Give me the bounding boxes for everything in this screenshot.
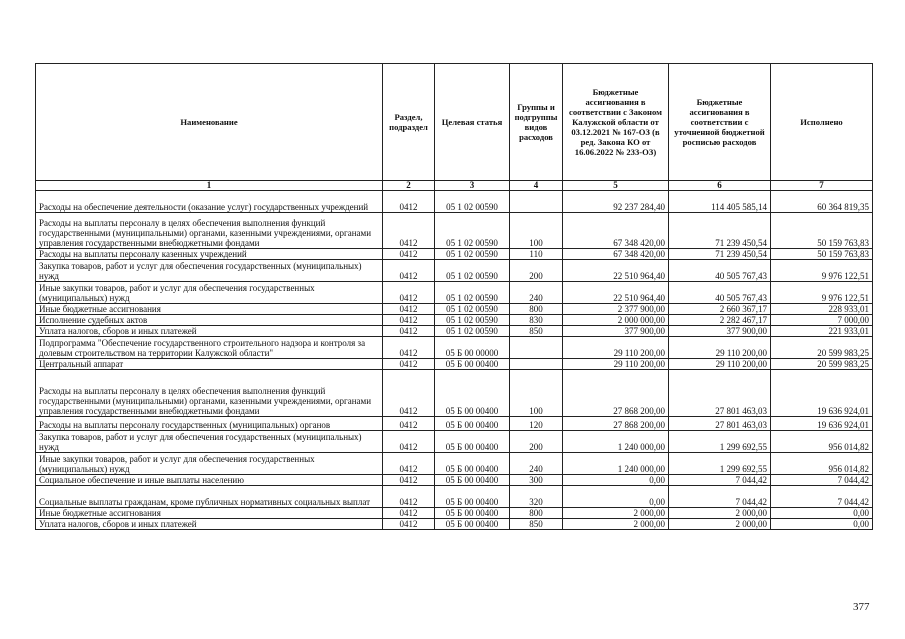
row-group: 800 [510, 508, 563, 519]
row-group: 200 [510, 431, 563, 453]
row-target: 05 Б 00 00400 [435, 475, 510, 486]
row-target: 05 1 02 00590 [435, 249, 510, 260]
row-law-allocation: 2 000,00 [563, 508, 669, 519]
column-number: 6 [669, 181, 771, 191]
table-row [36, 417, 873, 431]
row-section: 0412 [383, 359, 435, 370]
row-name: Закупка товаров, работ и услуг для обеспечения государственных (муниципальных) нужд [36, 260, 383, 282]
row-executed: 19 636 924,01 [771, 417, 873, 431]
row-executed: 228 933,01 [771, 304, 873, 315]
row-name: Иные бюджетные ассигнования [36, 508, 383, 519]
row-executed: 7 044,42 [771, 486, 873, 508]
row-refined-allocation: 114 405 585,14 [669, 191, 771, 213]
column-number: 5 [563, 181, 669, 191]
row-law-allocation: 92 237 284,40 [563, 191, 669, 213]
row-section: 0412 [383, 508, 435, 519]
table-row [36, 359, 873, 370]
row-target: 05 Б 00 00400 [435, 417, 510, 431]
row-name: Центральный аппарат [36, 359, 383, 370]
row-executed: 221 933,01 [771, 326, 873, 337]
row-executed: 7 000,00 [771, 315, 873, 326]
header-law-allocations: Бюджетные ассигнования в соответствии с Законом Калужской области от 03.12.2021 № 167-ОЗ (в ред. Закона КО от 16.06.2022 № 233-ОЗ) [563, 64, 669, 181]
row-executed: 956 014,82 [771, 453, 873, 475]
row-law-allocation: 2 377 900,00 [563, 304, 669, 315]
row-target: 05 Б 00 00400 [435, 453, 510, 475]
row-name: Расходы на выплаты персоналу в целях обеспечения выполнения функций государственными (муниципальными) органами, казенными учреждениями, органами управления государственными внебюджетными фондами [36, 370, 383, 417]
table-row [36, 370, 873, 417]
row-refined-allocation: 29 110 200,00 [669, 337, 771, 359]
row-target: 05 1 02 00590 [435, 213, 510, 249]
table-row [36, 315, 873, 326]
row-group: 100 [510, 370, 563, 417]
row-law-allocation: 377 900,00 [563, 326, 669, 337]
column-number: 1 [36, 181, 383, 191]
row-name: Уплата налогов, сборов и иных платежей [36, 519, 383, 530]
row-section: 0412 [383, 486, 435, 508]
row-law-allocation: 1 240 000,00 [563, 431, 669, 453]
row-law-allocation: 29 110 200,00 [563, 359, 669, 370]
row-executed: 0,00 [771, 508, 873, 519]
row-executed: 20 599 983,25 [771, 359, 873, 370]
header-refined-allocations: Бюджетные ассигнования в соответствии с уточненной бюджетной росписью расходов [669, 64, 771, 181]
table-row [36, 475, 873, 486]
row-name: Социальное обеспечение и иные выплаты населению [36, 475, 383, 486]
table-row [36, 508, 873, 519]
row-executed: 20 599 983,25 [771, 337, 873, 359]
row-target: 05 1 02 00590 [435, 315, 510, 326]
table-row [36, 337, 873, 359]
row-law-allocation: 2 000 000,00 [563, 315, 669, 326]
row-name: Расходы на выплаты персоналу казенных учреждений [36, 249, 383, 260]
header-section: Раздел, подраздел [383, 64, 435, 181]
row-section: 0412 [383, 431, 435, 453]
row-name: Расходы на обеспечение деятельности (оказание услуг) государственных учреждений [36, 191, 383, 213]
column-number: 7 [771, 181, 873, 191]
row-group: 320 [510, 486, 563, 508]
row-refined-allocation: 29 110 200,00 [669, 359, 771, 370]
row-law-allocation: 0,00 [563, 475, 669, 486]
row-section: 0412 [383, 304, 435, 315]
row-law-allocation: 1 240 000,00 [563, 453, 669, 475]
row-refined-allocation: 2 660 367,17 [669, 304, 771, 315]
row-target: 05 1 02 00590 [435, 282, 510, 304]
row-law-allocation: 27 868 200,00 [563, 370, 669, 417]
row-target: 05 1 02 00590 [435, 326, 510, 337]
row-group [510, 337, 563, 359]
row-refined-allocation: 2 000,00 [669, 519, 771, 530]
table-row [36, 282, 873, 304]
row-executed: 50 159 763,83 [771, 213, 873, 249]
row-law-allocation: 67 348 420,00 [563, 249, 669, 260]
table-row [36, 486, 873, 508]
row-executed: 50 159 763,83 [771, 249, 873, 260]
row-target: 05 1 02 00590 [435, 191, 510, 213]
row-group: 110 [510, 249, 563, 260]
row-executed: 60 364 819,35 [771, 191, 873, 213]
column-number-row [36, 181, 873, 191]
row-law-allocation: 27 868 200,00 [563, 417, 669, 431]
header-groups: Группы и подгруппы видов расходов [510, 64, 563, 181]
row-refined-allocation: 7 044,42 [669, 486, 771, 508]
row-name: Уплата налогов, сборов и иных платежей [36, 326, 383, 337]
row-executed: 7 044,42 [771, 475, 873, 486]
budget-table [35, 63, 873, 530]
row-refined-allocation: 27 801 463,03 [669, 370, 771, 417]
row-section: 0412 [383, 191, 435, 213]
row-executed: 19 636 924,01 [771, 370, 873, 417]
row-section: 0412 [383, 282, 435, 304]
row-refined-allocation: 1 299 692,55 [669, 453, 771, 475]
table-row [36, 213, 873, 249]
header-executed: Исполнено [771, 64, 873, 181]
row-executed: 9 976 122,51 [771, 282, 873, 304]
table-header-row [36, 64, 873, 181]
row-law-allocation: 22 510 964,40 [563, 260, 669, 282]
row-target: 05 1 02 00590 [435, 304, 510, 315]
table-row [36, 519, 873, 530]
row-section: 0412 [383, 453, 435, 475]
row-group: 100 [510, 213, 563, 249]
row-section: 0412 [383, 315, 435, 326]
row-group: 240 [510, 282, 563, 304]
row-name: Закупка товаров, работ и услуг для обеспечения государственных (муниципальных) нужд [36, 431, 383, 453]
row-law-allocation: 67 348 420,00 [563, 213, 669, 249]
row-group: 850 [510, 519, 563, 530]
row-target: 05 Б 00 00400 [435, 486, 510, 508]
column-number: 3 [435, 181, 510, 191]
row-executed: 9 976 122,51 [771, 260, 873, 282]
row-executed: 956 014,82 [771, 431, 873, 453]
row-refined-allocation: 377 900,00 [669, 326, 771, 337]
row-law-allocation: 22 510 964,40 [563, 282, 669, 304]
row-name: Иные закупки товаров, работ и услуг для обеспечения государственных (муниципальных) нужд [36, 282, 383, 304]
row-group: 240 [510, 453, 563, 475]
row-name: Исполнение судебных актов [36, 315, 383, 326]
row-section: 0412 [383, 370, 435, 417]
row-section: 0412 [383, 260, 435, 282]
page-number: 377 [853, 601, 870, 613]
row-name: Расходы на выплаты персоналу государственных (муниципальных) органов [36, 417, 383, 431]
row-refined-allocation: 7 044,42 [669, 475, 771, 486]
row-group [510, 359, 563, 370]
table-row [36, 453, 873, 475]
row-refined-allocation: 71 239 450,54 [669, 213, 771, 249]
row-refined-allocation: 2 282 467,17 [669, 315, 771, 326]
row-target: 05 Б 00 00000 [435, 337, 510, 359]
table-row [36, 249, 873, 260]
row-name: Подпрограмма "Обеспечение государственного строительного надзора и контроля за долевым строительством на территории Калужской области" [36, 337, 383, 359]
row-refined-allocation: 40 505 767,43 [669, 260, 771, 282]
row-name: Расходы на выплаты персоналу в целях обеспечения выполнения функций государственными (муниципальными) органами, казенными учреждениями, органами управления государственными внебюджетными фондами [36, 213, 383, 249]
row-law-allocation: 2 000,00 [563, 519, 669, 530]
row-group [510, 191, 563, 213]
row-section: 0412 [383, 417, 435, 431]
header-target: Целевая статья [435, 64, 510, 181]
row-group: 850 [510, 326, 563, 337]
row-executed: 0,00 [771, 519, 873, 530]
row-target: 05 Б 00 00400 [435, 519, 510, 530]
table-row [36, 191, 873, 213]
column-number: 2 [383, 181, 435, 191]
row-group: 300 [510, 475, 563, 486]
row-section: 0412 [383, 337, 435, 359]
row-section: 0412 [383, 326, 435, 337]
table-row [36, 260, 873, 282]
row-refined-allocation: 40 505 767,43 [669, 282, 771, 304]
row-refined-allocation: 1 299 692,55 [669, 431, 771, 453]
row-law-allocation: 29 110 200,00 [563, 337, 669, 359]
table-row [36, 326, 873, 337]
row-refined-allocation: 71 239 450,54 [669, 249, 771, 260]
row-refined-allocation: 27 801 463,03 [669, 417, 771, 431]
row-name: Иные бюджетные ассигнования [36, 304, 383, 315]
row-target: 05 Б 00 00400 [435, 431, 510, 453]
row-law-allocation: 0,00 [563, 486, 669, 508]
row-target: 05 1 02 00590 [435, 260, 510, 282]
row-group: 120 [510, 417, 563, 431]
row-group: 830 [510, 315, 563, 326]
header-name: Наименование [36, 64, 383, 181]
row-name: Иные закупки товаров, работ и услуг для обеспечения государственных (муниципальных) нужд [36, 453, 383, 475]
table-row [36, 431, 873, 453]
row-group: 800 [510, 304, 563, 315]
row-section: 0412 [383, 519, 435, 530]
row-target: 05 Б 00 00400 [435, 508, 510, 519]
column-number: 4 [510, 181, 563, 191]
row-refined-allocation: 2 000,00 [669, 508, 771, 519]
row-group: 200 [510, 260, 563, 282]
row-section: 0412 [383, 213, 435, 249]
row-name: Социальные выплаты гражданам, кроме публичных нормативных социальных выплат [36, 486, 383, 508]
row-target: 05 Б 00 00400 [435, 359, 510, 370]
row-section: 0412 [383, 475, 435, 486]
table-row [36, 304, 873, 315]
row-section: 0412 [383, 249, 435, 260]
row-target: 05 Б 00 00400 [435, 370, 510, 417]
